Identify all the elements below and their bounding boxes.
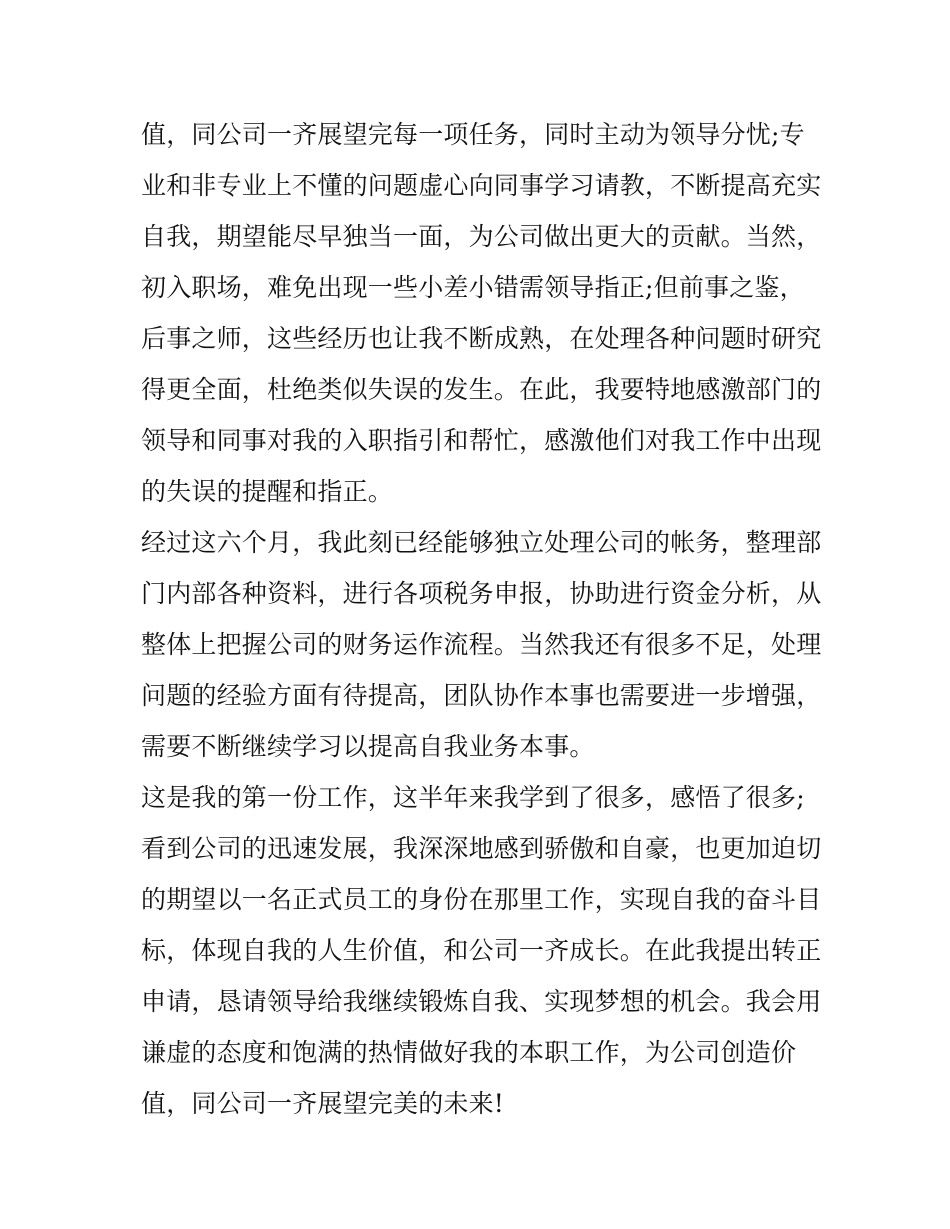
- text-line: 的期望以一名正式员工的身份在那里工作，实现自我的奋斗目: [141, 885, 822, 914]
- text-line: 值，同公司一齐展望完美的未来!: [141, 1089, 505, 1118]
- text-line: 整体上把握公司的财务运作流程。当然我还有很多不足，处理: [141, 630, 822, 659]
- text-line: 值，同公司一齐展望完每一项任务，同时主动为领导分忧;专: [141, 120, 805, 149]
- text-line: 门内部各种资料，进行各项税务申报，协助进行资金分析，从: [141, 579, 822, 608]
- text-line: 需要不断继续学习以提高自我业务本事。: [141, 732, 595, 761]
- text-line: 标，体现自我的人生价值，和公司一齐成长。在此我提出转正: [141, 936, 822, 965]
- text-line: 业和非专业上不懂的问题虚心向同事学习请教，不断提高充实: [141, 171, 822, 200]
- text-line: 的失误的提醒和指正。: [141, 477, 394, 506]
- text-line: 后事之师，这些经历也让我不断成熟，在处理各种问题时研究: [141, 324, 822, 353]
- text-line: 看到公司的迅速发展，我深深地感到骄傲和自豪，也更加迫切: [141, 834, 822, 863]
- text-line: 经过这六个月，我此刻已经能够独立处理公司的帐务，整理部: [141, 528, 822, 557]
- text-line: 自我，期望能尽早独当一面，为公司做出更大的贡献。当然，: [141, 222, 822, 251]
- text-line: 得更全面，杜绝类似失误的发生。在此，我要特地感激部门的: [141, 375, 822, 404]
- body-text: [141, 109, 821, 1129]
- text-line: 这是我的第一份工作，这半年来我学到了很多，感悟了很多;: [141, 783, 805, 812]
- text-line: 谦虚的态度和饱满的热情做好我的本职工作，为公司创造价: [141, 1038, 797, 1067]
- text-line: 领导和同事对我的入职指引和帮忙，感激他们对我工作中出现: [141, 426, 822, 455]
- text-line: 问题的经验方面有待提高，团队协作本事也需要进一步增强，: [141, 681, 822, 710]
- text-line: 申请，恳请领导给我继续锻炼自我、实现梦想的机会。我会用: [141, 987, 822, 1016]
- text-line: 初入职场，难免出现一些小差小错需领导指正;但前事之鉴，: [141, 273, 805, 302]
